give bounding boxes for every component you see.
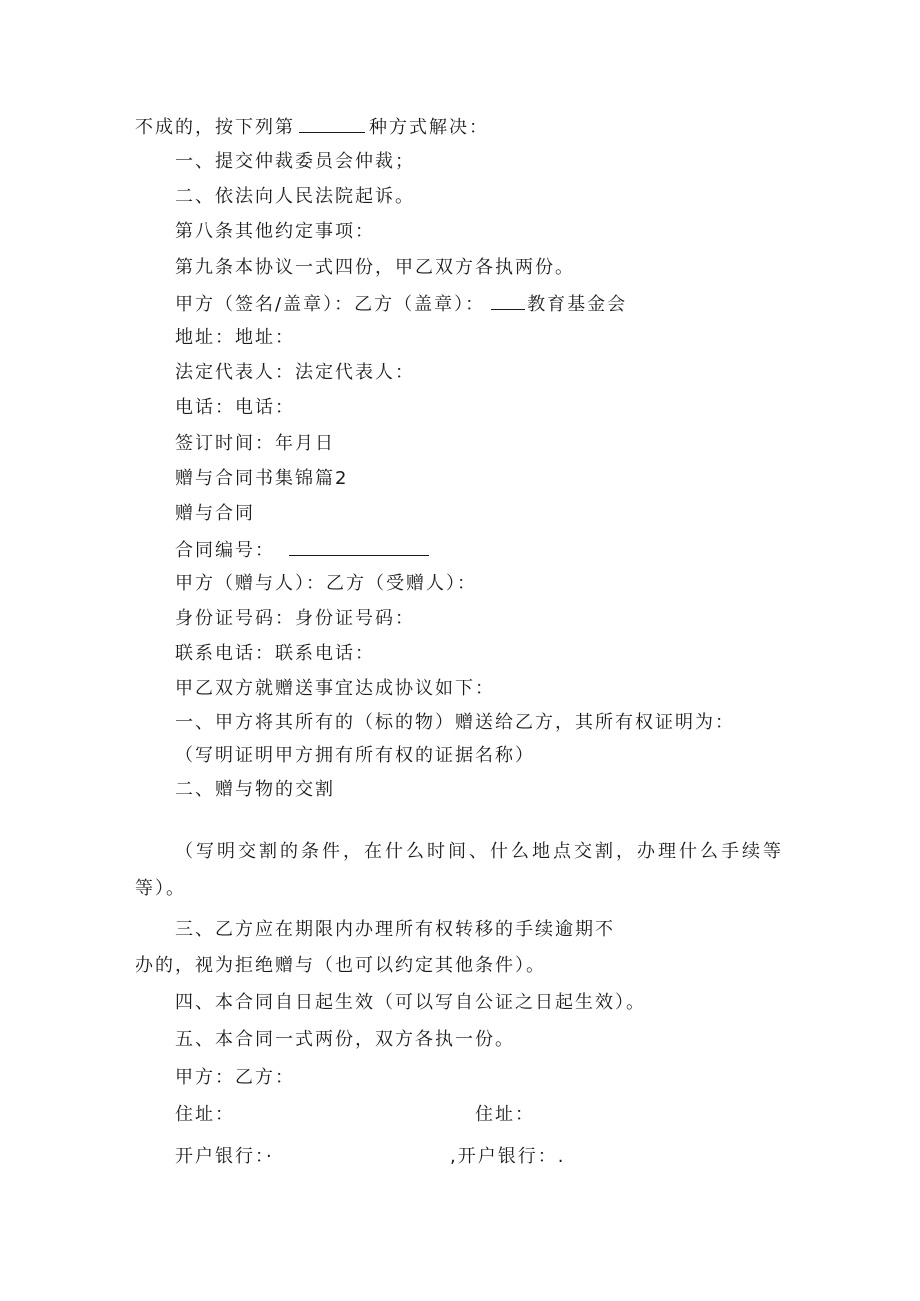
paragraph-line: 甲乙双方就赠送事宜达成协议如下： (175, 678, 495, 699)
text-segment: 甲方（签名/盖章）：乙方（盖章）： (175, 294, 486, 315)
paragraph-line: （写明证明甲方拥有所有权的证据名称） (175, 745, 535, 766)
paragraph-line: 电话：电话： (175, 397, 295, 418)
paragraph-line: 等）。 (135, 878, 186, 899)
text-segment: 合同编号： (175, 540, 275, 561)
paragraph-line: 二、依法向人民法院起诉。 (175, 186, 415, 207)
bank-label-party-a: 开户银行：· (175, 1146, 274, 1167)
paragraph-line: 法定代表人：法定代表人： (175, 362, 415, 383)
signature-line (175, 291, 627, 317)
paragraph-line: 三、乙方应在期限内办理所有权转移的手续逾期不 (175, 919, 615, 940)
text-segment: 教育基金会 (527, 294, 628, 315)
paragraph-line: 五、本合同一式两份，双方各执一份。 (175, 1029, 515, 1050)
contract-title: 赠与合同 (175, 503, 255, 524)
section-title: 赠与合同书集锦篇2 (175, 468, 349, 489)
paragraph-line: 身份证号码：身份证号码： (175, 608, 415, 629)
fill-in-blank (491, 291, 525, 310)
article-heading: 第九条本协议一式四份，甲乙双方各执两份。 (175, 257, 575, 278)
paragraph-line: （写明交割的条件，在什么时间、什么地点交割，办理什么手续等 (175, 841, 784, 862)
paragraph-line: 甲方（赠与人）：乙方（受赠人）： (175, 573, 477, 594)
bank-label-party-b: ,开户银行：. (450, 1146, 566, 1167)
paragraph-line: 一、提交仲裁委员会仲裁； (175, 151, 415, 172)
paragraph-line: 办的，视为拒绝赠与（也可以约定其他条件）。 (135, 955, 546, 976)
dispute-resolution-line (135, 114, 489, 140)
paragraph-line: 签订时间：年月日 (175, 433, 335, 454)
article-heading: 第八条其他约定事项： (175, 221, 375, 242)
address-label-party-a: 住址： (175, 1104, 235, 1125)
paragraph-line: 四、本合同自日起生效（可以写自公证之日起生效）。 (175, 992, 646, 1013)
paragraph-line: 联系电话：联系电话： (175, 643, 375, 664)
paragraph-line: 地址：地址： (175, 327, 295, 348)
paragraph-line: 二、赠与物的交割 (175, 779, 335, 800)
paragraph-line: 甲方：乙方： (175, 1067, 295, 1088)
text-segment: 不成的，按下列第 (135, 117, 295, 138)
address-label-party-b: 住址： (475, 1104, 535, 1125)
fill-in-blank (299, 114, 365, 133)
paragraph-line: 一、甲方将其所有的（标的物）赠送给乙方，其所有权证明为： (175, 712, 735, 733)
fill-in-blank (289, 537, 429, 556)
contract-number-line (175, 537, 429, 563)
text-segment: 种方式解决： (369, 117, 489, 138)
